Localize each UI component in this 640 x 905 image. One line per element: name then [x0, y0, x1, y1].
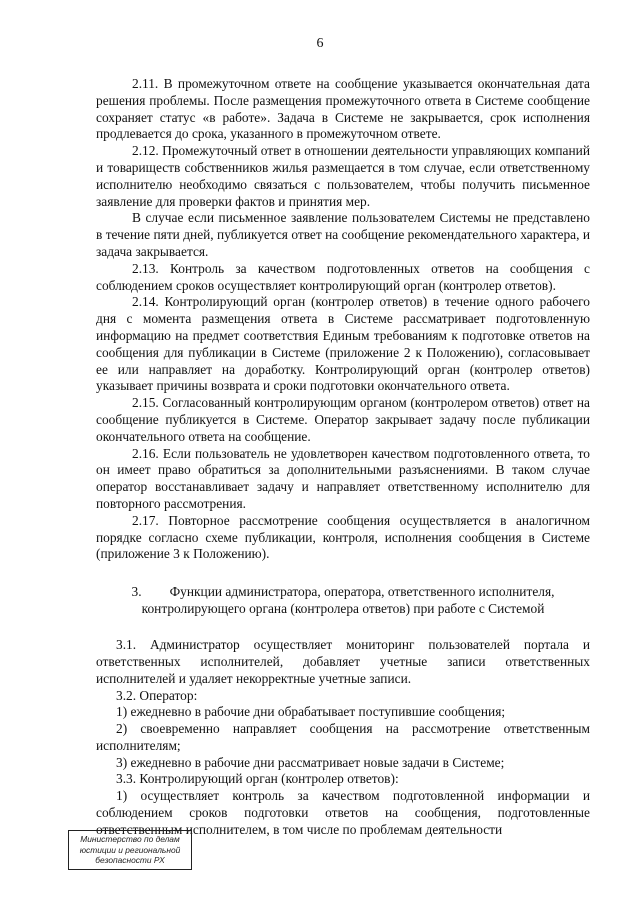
paragraph-3-1: 3.1. Администратор осуществляет мониторинг пользователей портала и ответственных исполнителей, добавляет учетные записи ответственных исполнителей и удаляет некорректные учетные записи. [96, 637, 590, 686]
section-3-title-line1: Функции администратора, оператора, ответственного исполнителя, [169, 584, 555, 600]
paragraph-3-2: 3.2. Оператор: [116, 687, 198, 703]
paragraph-2-15: 2.15. Согласованный контролирующим органом (контролером ответов) ответ на сообщение публикуется в Системе. Оператор закрывает задачу после публикации окончательного ответа на сообщение. [96, 395, 590, 444]
paragraph-2-13: 2.13. Контроль за качеством подготовленных ответов на сообщения с соблюдением сроков осуществляет контролирующий орган (контролер ответов). [96, 260, 590, 293]
controller-duty-1: 1) осуществляет контроль за качеством подготовленной информации и соблюдением сроков подготовки ответов на сообщения, подготовленные ответственным исполнителем, в том числе по проблемам деятельности [96, 788, 590, 837]
stamp-line-2: юстиции и региональной [79, 844, 181, 855]
paragraph-2-12-note: В случае если письменное заявление пользователем Системы не представлено в течение пяти дней, публикуется ответ на сообщение рекомендательного характера, и задача закрывается. [96, 210, 590, 259]
paragraph-2-11: 2.11. В промежуточном ответе на сообщение указывается окончательная дата решения проблемы. После размещения промежуточного ответа в Системе сообщение сохраняет статус «в работе». Задача в Системе не закрывается, срок исполнения продлевается до срока, указанного в промежуточном ответе. [96, 76, 590, 142]
paragraph-2-12: 2.12. Промежуточный ответ в отношении деятельности управляющих компаний и товариществ собственников жилья размещается в том случае, если ответственному исполнителю необходимо связаться с пользователем, чтобы получить письменное заявление для проверки фактов и принятия мер. [96, 143, 590, 209]
stamp-line-3: безопасности РХ [95, 855, 165, 865]
document-body [96, 76, 590, 839]
operator-duty-1: 1) ежедневно в рабочие дни обрабатывает поступившие сообщения; [116, 704, 506, 720]
operator-duty-3: 3) ежедневно в рабочие дни рассматривает новые задачи в Системе; [116, 754, 505, 770]
paragraph-2-16: 2.16. Если пользователь не удовлетворен качеством подготовленного ответа, то он имеет право обратиться за дополнительными разъяснениями. В таком случае оператор восстанавливает задачу и направляет ответственному исполнителю для повторного рассмотрения. [96, 445, 590, 511]
page-number: 6 [316, 36, 324, 51]
section-3-heading [96, 583, 590, 617]
paragraph-2-14: 2.14. Контролирующий орган (контролер ответов) в течение одного рабочего дня с момента размещения ответа в Системе рассматривает подготовленную информацию на предмет соответствия Единым требованиям к подготовке ответов на сообщения для публикации в Системе (приложение 2 к Положению), согласовывает ее или направляет на доработку. Контролирующий орган (контролер ответов) указывает причины возврата и сроки подготовки окончательного ответа. [96, 294, 590, 394]
paragraph-3-3: 3.3. Контролирующий орган (контролер ответов): [116, 771, 399, 787]
section-3-number: 3. [131, 584, 142, 600]
operator-duty-2: 2) своевременно направляет сообщения на рассмотрение ответственным исполнителям; [96, 721, 590, 753]
ministry-stamp [68, 830, 192, 870]
stamp-line-1: Министерство по делам [80, 834, 180, 844]
paragraph-2-17: 2.17. Повторное рассмотрение сообщения осуществляется в аналогичном порядке согласно схеме публикации, контроля, исполнения сообщения в Системе (приложение 3 к Положению). [96, 512, 590, 562]
section-3-title-line2: контролирующего органа (контролера ответов) при работе с Системой [141, 601, 545, 617]
